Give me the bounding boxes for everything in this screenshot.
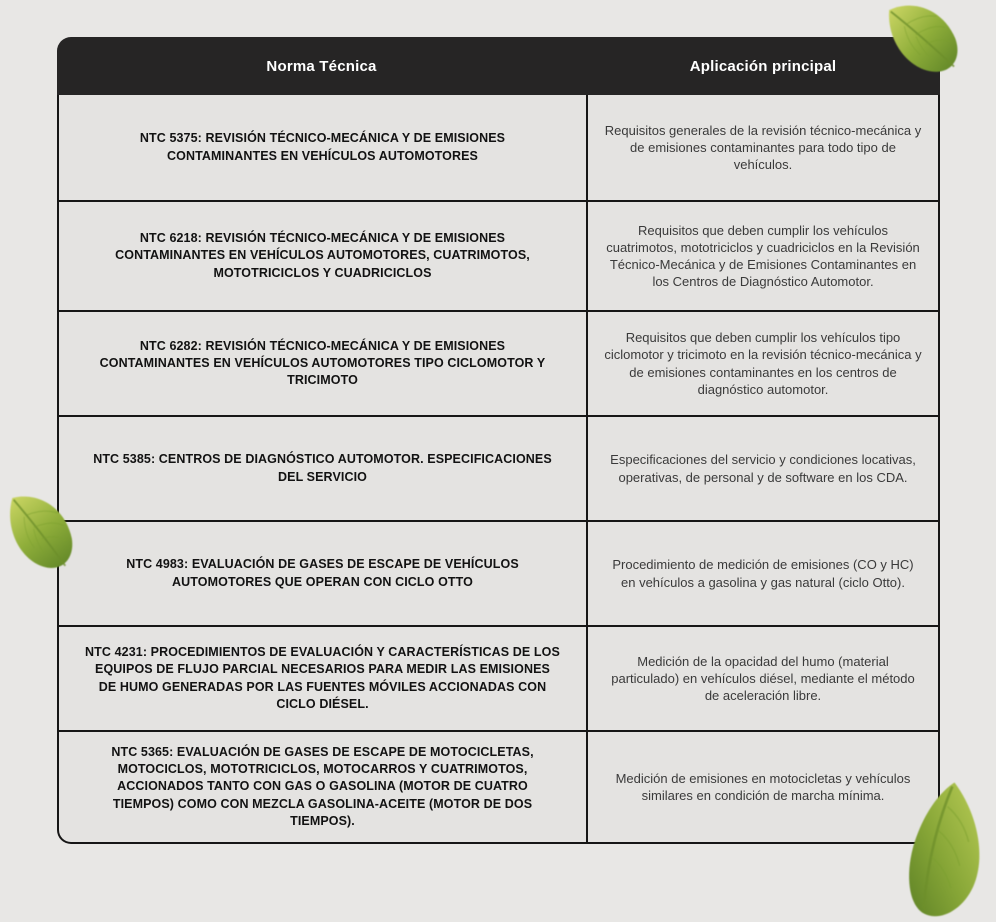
norma-cell: NTC 4983: EVALUACIÓN DE GASES DE ESCAPE DE VEHÍCULOS AUTOMOTORES QUE OPERAN CON CICLO OTTO <box>59 522 588 625</box>
norma-cell: NTC 5375: REVISIÓN TÉCNICO-MECÁNICA Y DE EMISIONES CONTAMINANTES EN VEHÍCULOS AUTOMOTORES <box>59 95 588 200</box>
table-row <box>59 95 938 202</box>
table-row <box>59 627 938 732</box>
aplicacion-cell: Medición de emisiones en motocicletas y vehículos similares en condición de marcha mínima. <box>615 770 911 803</box>
table-row <box>59 732 938 842</box>
column-header-norma-tecnica: Norma Técnica <box>266 57 377 75</box>
aplicacion-cell: Medición de la opacidad del humo (material particulado) en vehículos diésel, mediante el método de aceleración libre. <box>611 653 915 704</box>
table-header <box>57 37 940 95</box>
aplicacion-cell: Requisitos que deben cumplir los vehículos cuatrimotos, mototriciclos y cuadriciclos en la Revisión Técnico-Mecánica y de Emisiones Contaminantes en los Centros de Diagnóstico Automotor. <box>606 222 920 290</box>
norma-cell: NTC 6282: REVISIÓN TÉCNICO-MECÁNICA Y DE EMISIONES CONTAMINANTES EN VEHÍCULOS AUTOMOTORES TIPO CICLOMOTOR Y TRICIMOTO <box>59 312 588 415</box>
norma-cell: NTC 4231: PROCEDIMIENTOS DE EVALUACIÓN Y CARACTERÍSTICAS DE LOS EQUIPOS DE FLUJO PARCIAL NECESARIOS PARA MEDIR LAS EMISIONES DE HUMO GENERADAS POR LAS FUENTES MÓVILES ACCIONADAS CON CICLO DIÉSEL. <box>59 627 588 730</box>
leaf-icon <box>882 776 996 922</box>
norma-cell: NTC 5365: EVALUACIÓN DE GASES DE ESCAPE DE MOTOCICLETAS, MOTOCICLOS, MOTOTRICICLOS, MOTOCARROS Y CUATRIMOTOS, ACCIONADOS TANTO CON GAS O GASOLINA (MOTOR DE CUATRO TIEMPOS) COMO CON MEZCLA GASOLINA-ACEITE (MOTOR DE DOS TIEMPOS). <box>59 732 588 842</box>
aplicacion-cell: Requisitos generales de la revisión técnico-mecánica y de emisiones contaminantes para todo tipo de vehículos. <box>604 122 922 173</box>
table-body <box>57 95 940 844</box>
table-row <box>59 522 938 627</box>
leaf-icon <box>0 482 85 585</box>
table-row <box>59 417 938 522</box>
norma-cell: NTC 6218: REVISIÓN TÉCNICO-MECÁNICA Y DE EMISIONES CONTAMINANTES EN VEHÍCULOS AUTOMOTORES, CUATRIMOTOS, MOTOTRICICLOS Y CUADRICICLOS <box>59 202 588 310</box>
aplicacion-cell: Procedimiento de medición de emisiones (CO y HC) en vehículos a gasolina y gas natural (ciclo Otto). <box>612 557 914 590</box>
table-row <box>59 312 938 417</box>
aplicacion-cell: Especificaciones del servicio y condiciones locativas, operativas, de personal y de software en los CDA. <box>610 452 916 485</box>
ntc-standards-table <box>57 37 940 844</box>
leaf-icon <box>879 0 968 81</box>
aplicacion-cell: Requisitos que deben cumplir los vehículos tipo ciclomotor y tricimoto en la revisión técnico-mecánica y de emisiones contaminantes en los centros de diagnóstico automotor. <box>604 330 922 397</box>
norma-cell: NTC 5385: CENTROS DE DIAGNÓSTICO AUTOMOTOR. ESPECIFICACIONES DEL SERVICIO <box>59 417 588 520</box>
table-row <box>59 202 938 312</box>
column-header-aplicacion-principal: Aplicación principal <box>689 57 837 75</box>
